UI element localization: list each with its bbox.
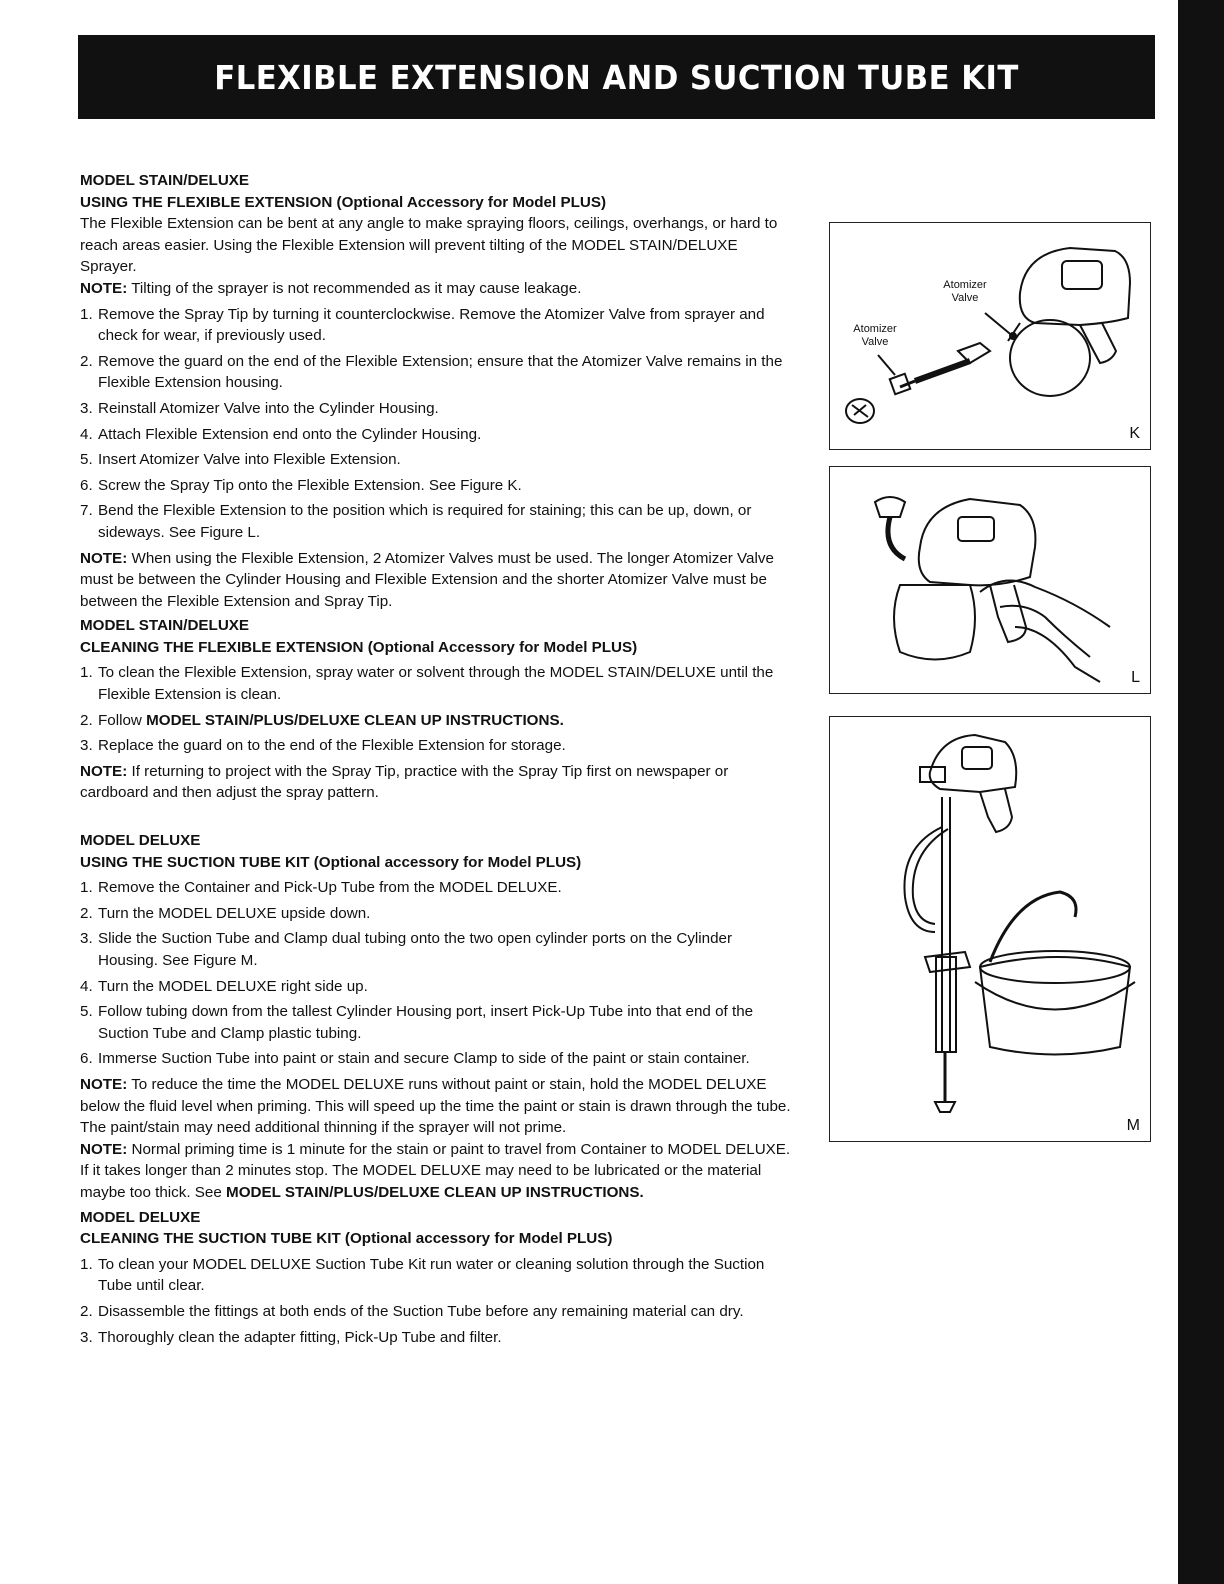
step-number: 2. xyxy=(80,352,93,370)
list-item xyxy=(80,928,795,971)
section-cleaning-flexible-extension xyxy=(80,615,795,804)
callout-atomizer-valve-lower: Atomizer Valve xyxy=(853,323,897,348)
instructions-column xyxy=(80,170,795,1352)
step-text: Slide the Suction Tube and Clamp dual tubing onto the two open cylinder ports on the Cylinder Housing. See Figure M. xyxy=(98,930,733,969)
note-label: NOTE: xyxy=(80,1075,128,1093)
list-item xyxy=(80,877,795,899)
list-item xyxy=(80,424,795,446)
step-text: Replace the guard on to the end of the Flexible Extension for storage. xyxy=(98,737,566,755)
step-text: Remove the Container and Pick-Up Tube from the MODEL DELUXE. xyxy=(98,879,562,897)
steps-list xyxy=(80,1254,795,1348)
section-model: MODEL STAIN/DELUXE xyxy=(80,172,250,189)
step-number: 1. xyxy=(80,879,93,897)
step-text: Thoroughly clean the adapter fitting, Pick-Up Tube and filter. xyxy=(98,1328,502,1346)
figure-k xyxy=(829,222,1151,450)
section-cleaning-suction-tube xyxy=(80,1207,795,1349)
step-text: Insert Atomizer Valve into Flexible Extension. xyxy=(98,451,401,469)
figure-l xyxy=(829,466,1151,694)
section-using-suction-tube xyxy=(80,830,795,1204)
step-number: 7. xyxy=(80,502,93,520)
figure-m-illustration xyxy=(830,717,1150,1141)
step-text: Turn the MODEL DELUXE upside down. xyxy=(98,904,371,922)
list-item xyxy=(80,1327,795,1349)
note-label: NOTE: xyxy=(80,762,128,780)
section-model: MODEL DELUXE xyxy=(80,1208,201,1226)
step-text: Turn the MODEL DELUXE right side up. xyxy=(98,977,368,995)
note-label: NOTE: xyxy=(80,1140,128,1158)
step-text: Attach Flexible Extension end onto the Cylinder Housing. xyxy=(98,425,482,443)
step-text: Disassemble the fittings at both ends of the Suction Tube before any remaining material can dry. xyxy=(98,1302,744,1320)
page-title: FLEXIBLE EXTENSION AND SUCTION TUBE KIT xyxy=(214,57,1019,97)
figure-label: L xyxy=(1131,669,1140,686)
step-number: 3. xyxy=(80,1328,93,1346)
note-text: If returning to project with the Spray Tip, practice with the Spray Tip first on newspaper or cardboard and then adjust the spray pattern. xyxy=(80,762,729,802)
note xyxy=(80,548,795,613)
step-text-bold: MODEL STAIN/PLUS/DELUXE CLEAN UP INSTRUCTIONS. xyxy=(146,711,564,729)
step-number: 5. xyxy=(80,451,93,469)
step-number: 4. xyxy=(80,977,93,995)
step-text: Immerse Suction Tube into paint or stain and secure Clamp to side of the paint or stain container. xyxy=(98,1050,750,1068)
figure-l-illustration xyxy=(830,467,1150,693)
step-text: Follow tubing down from the tallest Cylinder Housing port, insert Pick-Up Tube into that end of the Suction Tube and Clamp plastic tubing. xyxy=(98,1003,754,1042)
list-item xyxy=(80,903,795,925)
section-heading: CLEANING THE SUCTION TUBE KIT (Optional accessory for Model PLUS) xyxy=(80,1230,613,1248)
list-item xyxy=(80,735,795,757)
section-intro: The Flexible Extension can be bent at any angle to make spraying floors, ceilings, overhangs, or hard to reach areas easier. Using the Flexible Extension will prevent tilting of the MODEL STAIN/DELUXE Sprayer. xyxy=(80,215,778,276)
step-number: 3. xyxy=(80,737,93,755)
step-text: Remove the guard on the end of the Flexible Extension; ensure that the Atomizer Valve remains in the Flexible Extension housing. xyxy=(98,352,783,392)
step-text: Bend the Flexible Extension to the position which is required for staining; this can be up, down, or sideways. See Figure L. xyxy=(98,502,752,541)
step-number: 6. xyxy=(80,476,93,494)
step-number: 5. xyxy=(80,1003,93,1021)
note-label: NOTE: xyxy=(80,549,128,567)
list-item xyxy=(80,1301,795,1323)
page-edge-shadow xyxy=(1178,0,1224,1584)
note xyxy=(80,761,795,804)
note-text-bold: MODEL STAIN/PLUS/DELUXE CLEAN UP INSTRUCTIONS. xyxy=(226,1183,644,1201)
step-text: Remove the Spray Tip by turning it counterclockwise. Remove the Atomizer Valve from sprayer and check for wear, if previously used. xyxy=(98,305,765,345)
step-text: Screw the Spray Tip onto the Flexible Extension. See Figure K. xyxy=(98,476,522,494)
step-text: Follow xyxy=(98,711,147,729)
list-item xyxy=(80,500,795,543)
note xyxy=(80,1074,795,1139)
step-text: To clean your MODEL DELUXE Suction Tube Kit run water or cleaning solution through the Suction Tube until clear. xyxy=(98,1255,765,1295)
section-using-flexible-extension xyxy=(80,170,795,612)
note-label: NOTE: xyxy=(80,279,128,297)
list-item xyxy=(80,710,795,732)
section-heading: CLEANING THE FLEXIBLE EXTENSION (Optional Accessory for Model PLUS) xyxy=(80,638,638,656)
list-item xyxy=(80,1254,795,1297)
step-number: 2. xyxy=(80,904,93,922)
section-heading: USING THE SUCTION TUBE KIT (Optional accessory for Model PLUS) xyxy=(80,853,582,871)
step-number: 2. xyxy=(80,1302,93,1320)
list-item xyxy=(80,475,795,497)
section-heading: USING THE FLEXIBLE EXTENSION (Optional Accessory for Model PLUS) xyxy=(80,193,607,211)
list-item xyxy=(80,351,795,394)
step-number: 1. xyxy=(80,305,93,323)
figure-m xyxy=(829,716,1151,1142)
list-item xyxy=(80,304,795,347)
figure-label: K xyxy=(1129,425,1140,442)
note-text: Tilting of the sprayer is not recommended as it may cause leakage. xyxy=(131,279,582,297)
list-item xyxy=(80,449,795,471)
note-text: Normal priming time is 1 minute for the stain or paint to travel from Container to MODEL DELUXE. If it takes longer than 2 minutes stop. The MODEL DELUXE may need to be lubricated or the material maybe too thick. See xyxy=(80,1140,791,1201)
step-number: 6. xyxy=(80,1050,93,1068)
list-item xyxy=(80,1048,795,1070)
step-number: 1. xyxy=(80,1255,93,1273)
note xyxy=(80,1139,795,1204)
title-banner xyxy=(78,35,1155,119)
figure-label: M xyxy=(1126,1117,1140,1134)
list-item xyxy=(80,662,795,705)
step-text: Reinstall Atomizer Valve into the Cylinder Housing. xyxy=(98,399,439,417)
step-number: 4. xyxy=(80,425,93,443)
list-item xyxy=(80,976,795,998)
step-text: To clean the Flexible Extension, spray water or solvent through the MODEL STAIN/DELUXE until the Flexible Extension is clean. xyxy=(98,664,774,704)
steps-list xyxy=(80,877,795,1070)
note xyxy=(80,278,795,300)
note-text: When using the Flexible Extension, 2 Atomizer Valves must be used. The longer Atomizer Valve must be between the Cylinder Housing and Flexible Extension and the shorter Atomizer Valve must be between the Flexible Extension and Spray Tip. xyxy=(80,549,774,610)
step-number: 3. xyxy=(80,399,93,417)
step-number: 2. xyxy=(80,711,93,729)
list-item xyxy=(80,398,795,420)
callout-atomizer-valve-upper: Atomizer Valve xyxy=(943,279,987,304)
section-model: MODEL STAIN/DELUXE xyxy=(80,617,250,635)
note-text: To reduce the time the MODEL DELUXE runs without paint or stain, hold the MODEL DELUXE below the fluid level when priming. This will speed up the time the paint or stain is drawn through the tube. The paint/stain may need additional thinning if the sprayer will not prime. xyxy=(80,1075,791,1137)
steps-list xyxy=(80,304,795,544)
steps-list xyxy=(80,662,795,756)
section-model: MODEL DELUXE xyxy=(80,832,201,850)
list-item xyxy=(80,1001,795,1044)
step-number: 1. xyxy=(80,664,93,682)
step-number: 3. xyxy=(80,930,93,948)
